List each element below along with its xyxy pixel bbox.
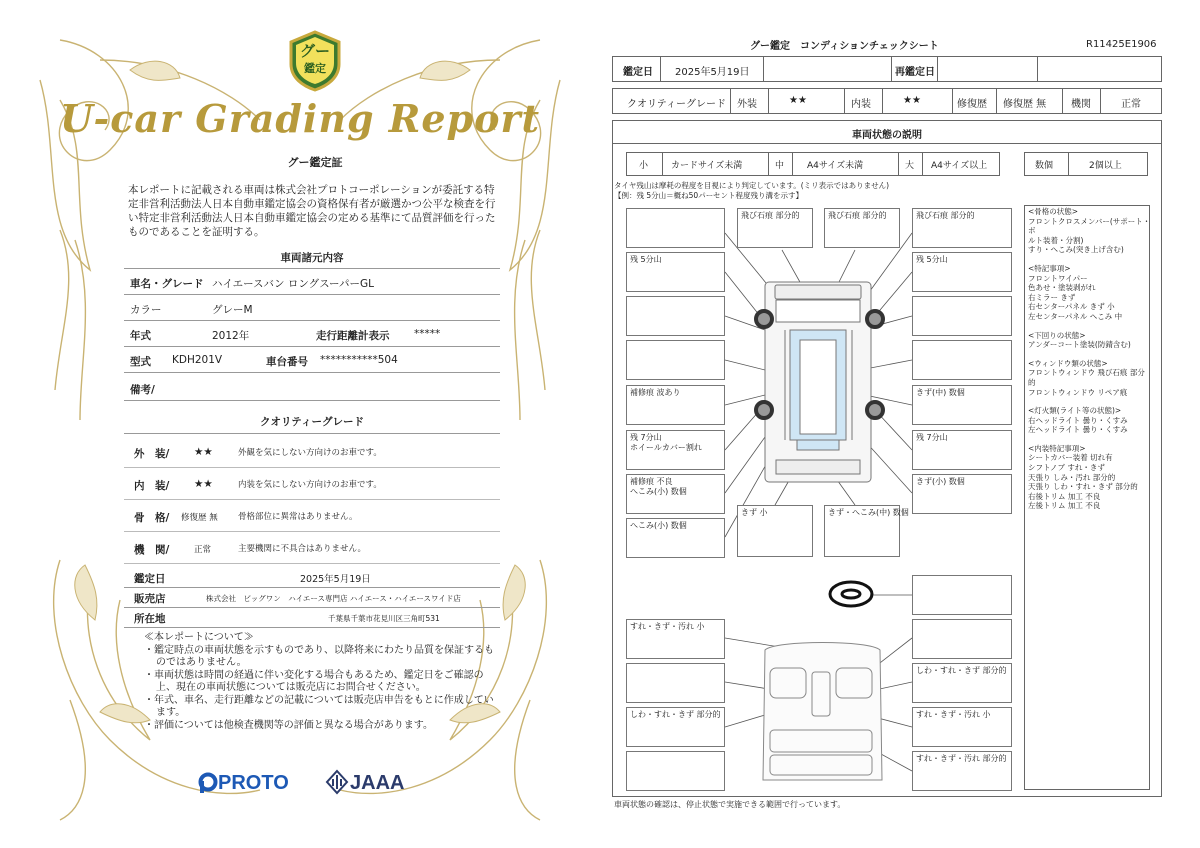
status-title: 車両状態の説明 (852, 130, 922, 141)
exterior-value: ★★ (789, 95, 807, 106)
model-label: 車名・グレード (130, 278, 204, 290)
tire-note-1: タイヤ残山は摩耗の程度を目視により判定しています。(ミリ表示ではありません) (614, 181, 890, 190)
condition-label: しわ・すれ・きず 部分的 (626, 707, 725, 747)
condition-label-empty (626, 208, 725, 248)
condition-label: きず・へこみ(中) 数個 (824, 505, 900, 557)
mileage-label: 走行距離計表示 (316, 330, 390, 342)
report-notes (144, 632, 494, 732)
quality-row-interior (124, 468, 500, 500)
divider (124, 433, 500, 434)
chassis-label: 車台番号 (266, 356, 308, 368)
spec-row-model (124, 270, 500, 295)
size-mid: 中 (775, 161, 785, 171)
condition-label-empty (912, 340, 1012, 380)
quality-desc: 外観を気にしない方向けのお車です。 (238, 448, 382, 458)
size-small: 小 (639, 161, 649, 171)
engine-label: 機関 (1071, 99, 1091, 110)
quality-label: クオリティーグレード (627, 99, 726, 110)
engine-value: 正常 (1121, 99, 1141, 110)
address-value: 千葉県千葉市花見川区三角町531 (328, 614, 440, 623)
spec-row-remarks (124, 376, 500, 401)
badge-bottom-text: 鑑定 (304, 62, 326, 75)
quality-label: 外 装/ (134, 448, 170, 460)
quality-row-exterior (124, 436, 500, 468)
size-small-desc: カードサイズ未満 (671, 161, 743, 171)
goo-grading-badge (287, 30, 343, 92)
model-value: ハイエースバン ロングスーパーGL (212, 278, 375, 290)
interior-value: ★★ (903, 95, 921, 106)
proto-logo-icon (198, 772, 218, 794)
reinspect-label: 再鑑定日 (895, 67, 935, 78)
jaaa-logo-text: JAAA (350, 772, 405, 794)
repair-label: 修復歴 (957, 99, 987, 110)
count-label: 数個 (1035, 161, 1054, 171)
certificate-text: 本レポートに記載される車両は株式会社プロトコーポレーションが委託する特定非営利活動法人日本自動車鑑定協会の資格保有者が厳選かつ公平な検査を行い特定非営利活動法人日本自動車鑑定協会の定める基準にて品質評価を行ったものであることを証明する。 (128, 184, 496, 238)
condition-label: 残 7分山 (912, 430, 1012, 470)
repair-value: 修復歴 無 (1003, 99, 1047, 110)
condition-label: 補修痕 不良 へこみ(小) 数個 (626, 474, 725, 514)
condition-label: 飛び石痕 部分的 (912, 208, 1012, 248)
condition-label-empty (626, 663, 725, 703)
quality-desc: 骨格部位に異常はありません。 (238, 512, 358, 522)
quality-desc: 内装を気にしない方向けのお車です。 (238, 480, 382, 490)
condition-label-empty (626, 340, 725, 380)
date-label: 鑑定日 (623, 67, 653, 78)
type-value: KDH201V (172, 354, 223, 366)
condition-label: 残 5分山 (626, 252, 725, 292)
interior-label: 内装 (851, 99, 871, 110)
certificate-title: グー鑑定証 (287, 156, 343, 169)
quality-grade: 正常 (194, 545, 212, 555)
condition-label: すれ・きず・汚れ 小 (912, 707, 1012, 747)
condition-label: すれ・きず・汚れ 部分的 (912, 751, 1012, 791)
date-value: 2025年5月19日 (675, 67, 750, 78)
spec-row-color (124, 296, 500, 321)
sheet-id: R11425E1906 (1086, 39, 1157, 50)
color-label: カラー (130, 304, 162, 316)
size-large-desc: A4サイズ以上 (931, 161, 988, 171)
spec-section-title: 車両諸元内容 (280, 252, 344, 264)
date-row (124, 566, 500, 588)
remarks-label: 備考/ (130, 384, 155, 396)
quality-row-engine (124, 532, 500, 564)
tire-note-2: 【例：残 5分山＝概ね50パーセント程度残り溝を示す】 (614, 191, 804, 200)
spec-row-type (124, 348, 500, 373)
divider (124, 268, 500, 269)
mileage-value: ***** (414, 328, 441, 340)
size-large: 大 (905, 161, 915, 171)
quality-label: 骨 格/ (134, 512, 170, 524)
condition-label: 飛び石痕 部分的 (737, 208, 813, 248)
quality-label: 機 関/ (134, 544, 170, 556)
condition-label: 飛び石痕 部分的 (824, 208, 900, 248)
spec-row-year (124, 322, 500, 347)
condition-label-empty (912, 575, 1012, 615)
type-label: 型式 (130, 356, 151, 368)
year-value: 2012年 (212, 330, 250, 342)
condition-label: 残 5分山 (912, 252, 1012, 292)
jaaa-logo-icon (326, 770, 348, 794)
footer-note: 車両状態の確認は、停止状態で実施できる範囲で行っています。 (614, 800, 846, 809)
condition-label-empty (626, 751, 725, 791)
date-label: 鑑定日 (134, 573, 166, 585)
color-value: グレーM (212, 304, 253, 316)
condition-label: しわ・すれ・きず 部分的 (912, 663, 1012, 703)
quality-grade: 修復歴 無 (181, 513, 218, 523)
count-desc: 2個以上 (1089, 161, 1122, 171)
quality-grade: ★★ (194, 478, 213, 490)
dealer-label: 販売店 (134, 593, 166, 605)
exterior-label: 外装 (737, 99, 757, 110)
sheet-title: グー鑑定 コンディションチェックシート (750, 41, 939, 52)
note-item: ・評価については他検査機関等の評価と異なる場合があります。 (144, 719, 433, 731)
address-label: 所在地 (134, 613, 166, 625)
condition-label: 残 7分山 ホイールカバー割れ (626, 430, 725, 470)
condition-label: すれ・きず・汚れ 小 (626, 619, 725, 659)
size-mid-desc: A4サイズ未満 (807, 161, 864, 171)
dealer-row (124, 588, 500, 608)
condition-label-empty (626, 296, 725, 336)
quality-desc: 主要機関に不具合はありません。 (238, 544, 367, 554)
condition-label: 補修痕 波あり (626, 385, 725, 425)
condition-label: きず 小 (737, 505, 813, 557)
condition-label-empty (912, 296, 1012, 336)
quality-grade: ★★ (194, 446, 213, 458)
report-script-title: U-car Grading Report (59, 96, 541, 141)
condition-label: へこみ(小) 数個 (626, 518, 725, 558)
note-item: ・鑑定時点の車両状態を示すものであり、以降将来にわたり品質を保証するものではありません。 (144, 644, 494, 668)
dealer-value: 株式会社 ビッグワン ハイエース専門店 ハイエース・ハイエースワイド店 (206, 594, 461, 603)
address-row (124, 608, 500, 628)
date-value: 2025年5月19日 (300, 574, 371, 585)
quality-row-frame (124, 500, 500, 532)
year-label: 年式 (130, 330, 151, 342)
quality-section-title: クオリティーグレード (260, 416, 364, 428)
condition-check-sheet (600, 0, 1200, 848)
note-item: ・車両状態は時間の経過に伴い変化する場合もあるため、鑑定日をご確認の上、現在の車両状態については販売店にお問合せください。 (144, 669, 484, 693)
proto-logo-text: PROTO (218, 772, 289, 794)
special-notes: <骨格の状態> フロントクロスメンバー(サポート・ボ ルト装着・分割) すり・へこみ(突き上げ含む) <特記事項> フロントワイパー 色あせ・塗装剥がれ 右ミラー きず 右センターパネル きず 小 左センターパネル へこみ 中 <下回りの状態> アンダーコート塗装(防錆含む) <ウィンドウ類の状態> フロントウィンドウ 飛び石痕 部分的 フロントウィンドウ リペア痕 <灯火類(ライト等の状態)> 右ヘッドライト 曇り・くすみ 左ヘッドライト 曇り・くすみ <内装特記事項> シートカバー装着 切れ有 シフトノブ すれ・きず 天張り しみ・汚れ 部分的 天張り しわ・すれ・きず 部分的 右後トリム 加工 不良 左後トリム 加工 不良 (1028, 207, 1151, 511)
badge-top-text: グー (299, 42, 330, 60)
note-item: ・年式、車名、走行距離などの記載については販売店申告をもとに作成しています。 (144, 694, 494, 718)
condition-label-empty (912, 619, 1012, 659)
condition-label: きず(小) 数個 (912, 474, 1012, 514)
quality-label: 内 装/ (134, 480, 170, 492)
chassis-value: ***********504 (320, 354, 398, 366)
condition-label: きず(中) 数個 (912, 385, 1012, 425)
notes-title: ≪本レポートについて≫ (144, 632, 254, 643)
